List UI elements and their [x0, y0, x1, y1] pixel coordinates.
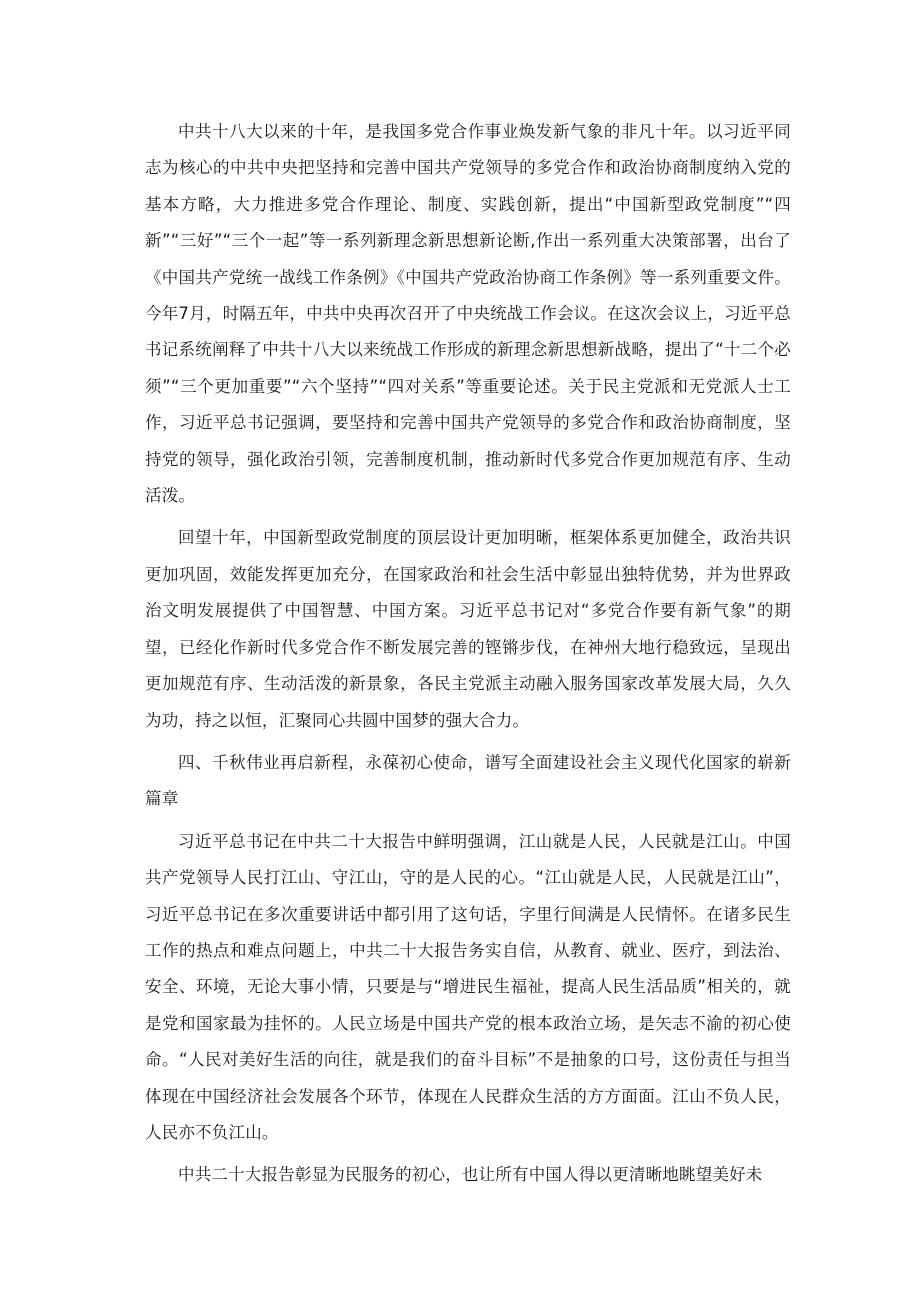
paragraph-multiparty-cooperation: 中共十八大以来的十年，是我国多党合作事业焕发新气象的非凡十年。以习近平同志为核心的中共中央把坚持和完善中国共产党领导的多党合作和政治协商制度纳入党的基本方略，大力推进多党合作理论、制度、实践创新，提出“中国新型政党制度”“四新”“三好”“三个一起”等一系列新理念新思想新论断,作出一系列重大决策部署，出台了《中国共产党统一战线工作条例》《中国共产党政治协商工作条例》等一系列重要文件。今年7月，时隔五年，中共中央再次召开了中央统战工作会议。在这次会议上，习近平总书记系统阐释了中共十八大以来统战工作形成的新理念新思想新战略，提出了“十二个必须”“三个更加重要”“六个坚持”“四对关系”等重要论述。关于民主党派和无党派人士工作，习近平总书记强调，要坚持和完善中国共产党领导的多党合作和政治协商制度，坚持党的领导，强化政治引领，完善制度机制，推动新时代多党合作更加规范有序、生动活泼。	[145, 122, 791, 506]
paragraph-people-are-country: 习近平总书记在中共二十大报告中鲜明强调，江山就是人民，人民就是江山。中国共产党领导人民打江山、守江山，守的是人民的心。“江山就是人民，人民就是江山”，习近平总书记在多次重要讲话中都引用了这句话，字里行间满是人民情怀。在诸多民生工作的热点和难点问题上，中共二十大报告务实自信，从教育、就业、医疗，到法治、安全、环境，无论大事小情，只要是与“增进民生福祉，提高人民生活品质”相关的，就是党和国家最为挂怀的。人民立场是中国共产党的根本政治立场，是矢志不渝的初心使命。“人民对美好生活的向往，就是我们的奋斗目标”不是抽象的口号，这份责任与担当体现在中国经济社会发展各个环节，体现在人民群众生活的方方面面。江山不负人民，人民亦不负江山。	[145, 831, 791, 1142]
document-page	[145, 114, 791, 1194]
section-heading-four: 四、千秋伟业再启新程，永葆初心使命，谱写全面建设社会主义现代化国家的崭新篇章	[145, 752, 791, 809]
paragraph-ten-years-review: 回望十年，中国新型政党制度的顶层设计更加明晰，框架体系更加健全，政治共识更加巩固，效能发挥更加充分，在国家政治和社会生活中彰显出独特优势，并为世界政治文明发展提供了中国智慧、中国方案。习近平总书记对“多党合作要有新气象”的期望，已经化作新时代多党合作不断发展完善的铿锵步伐，在神州大地行稳致远，呈现出更加规范有序、生动活泼的新景象，各民主党派主动融入服务国家改革发展大局，久久为功，持之以恒，汇聚同心共圆中国梦的强大合力。	[145, 528, 791, 730]
paragraph-report-original-aspiration: 中共二十大报告彰显为民服务的初心，也让所有中国人得以更清晰地眺望美好未	[178, 1165, 763, 1185]
